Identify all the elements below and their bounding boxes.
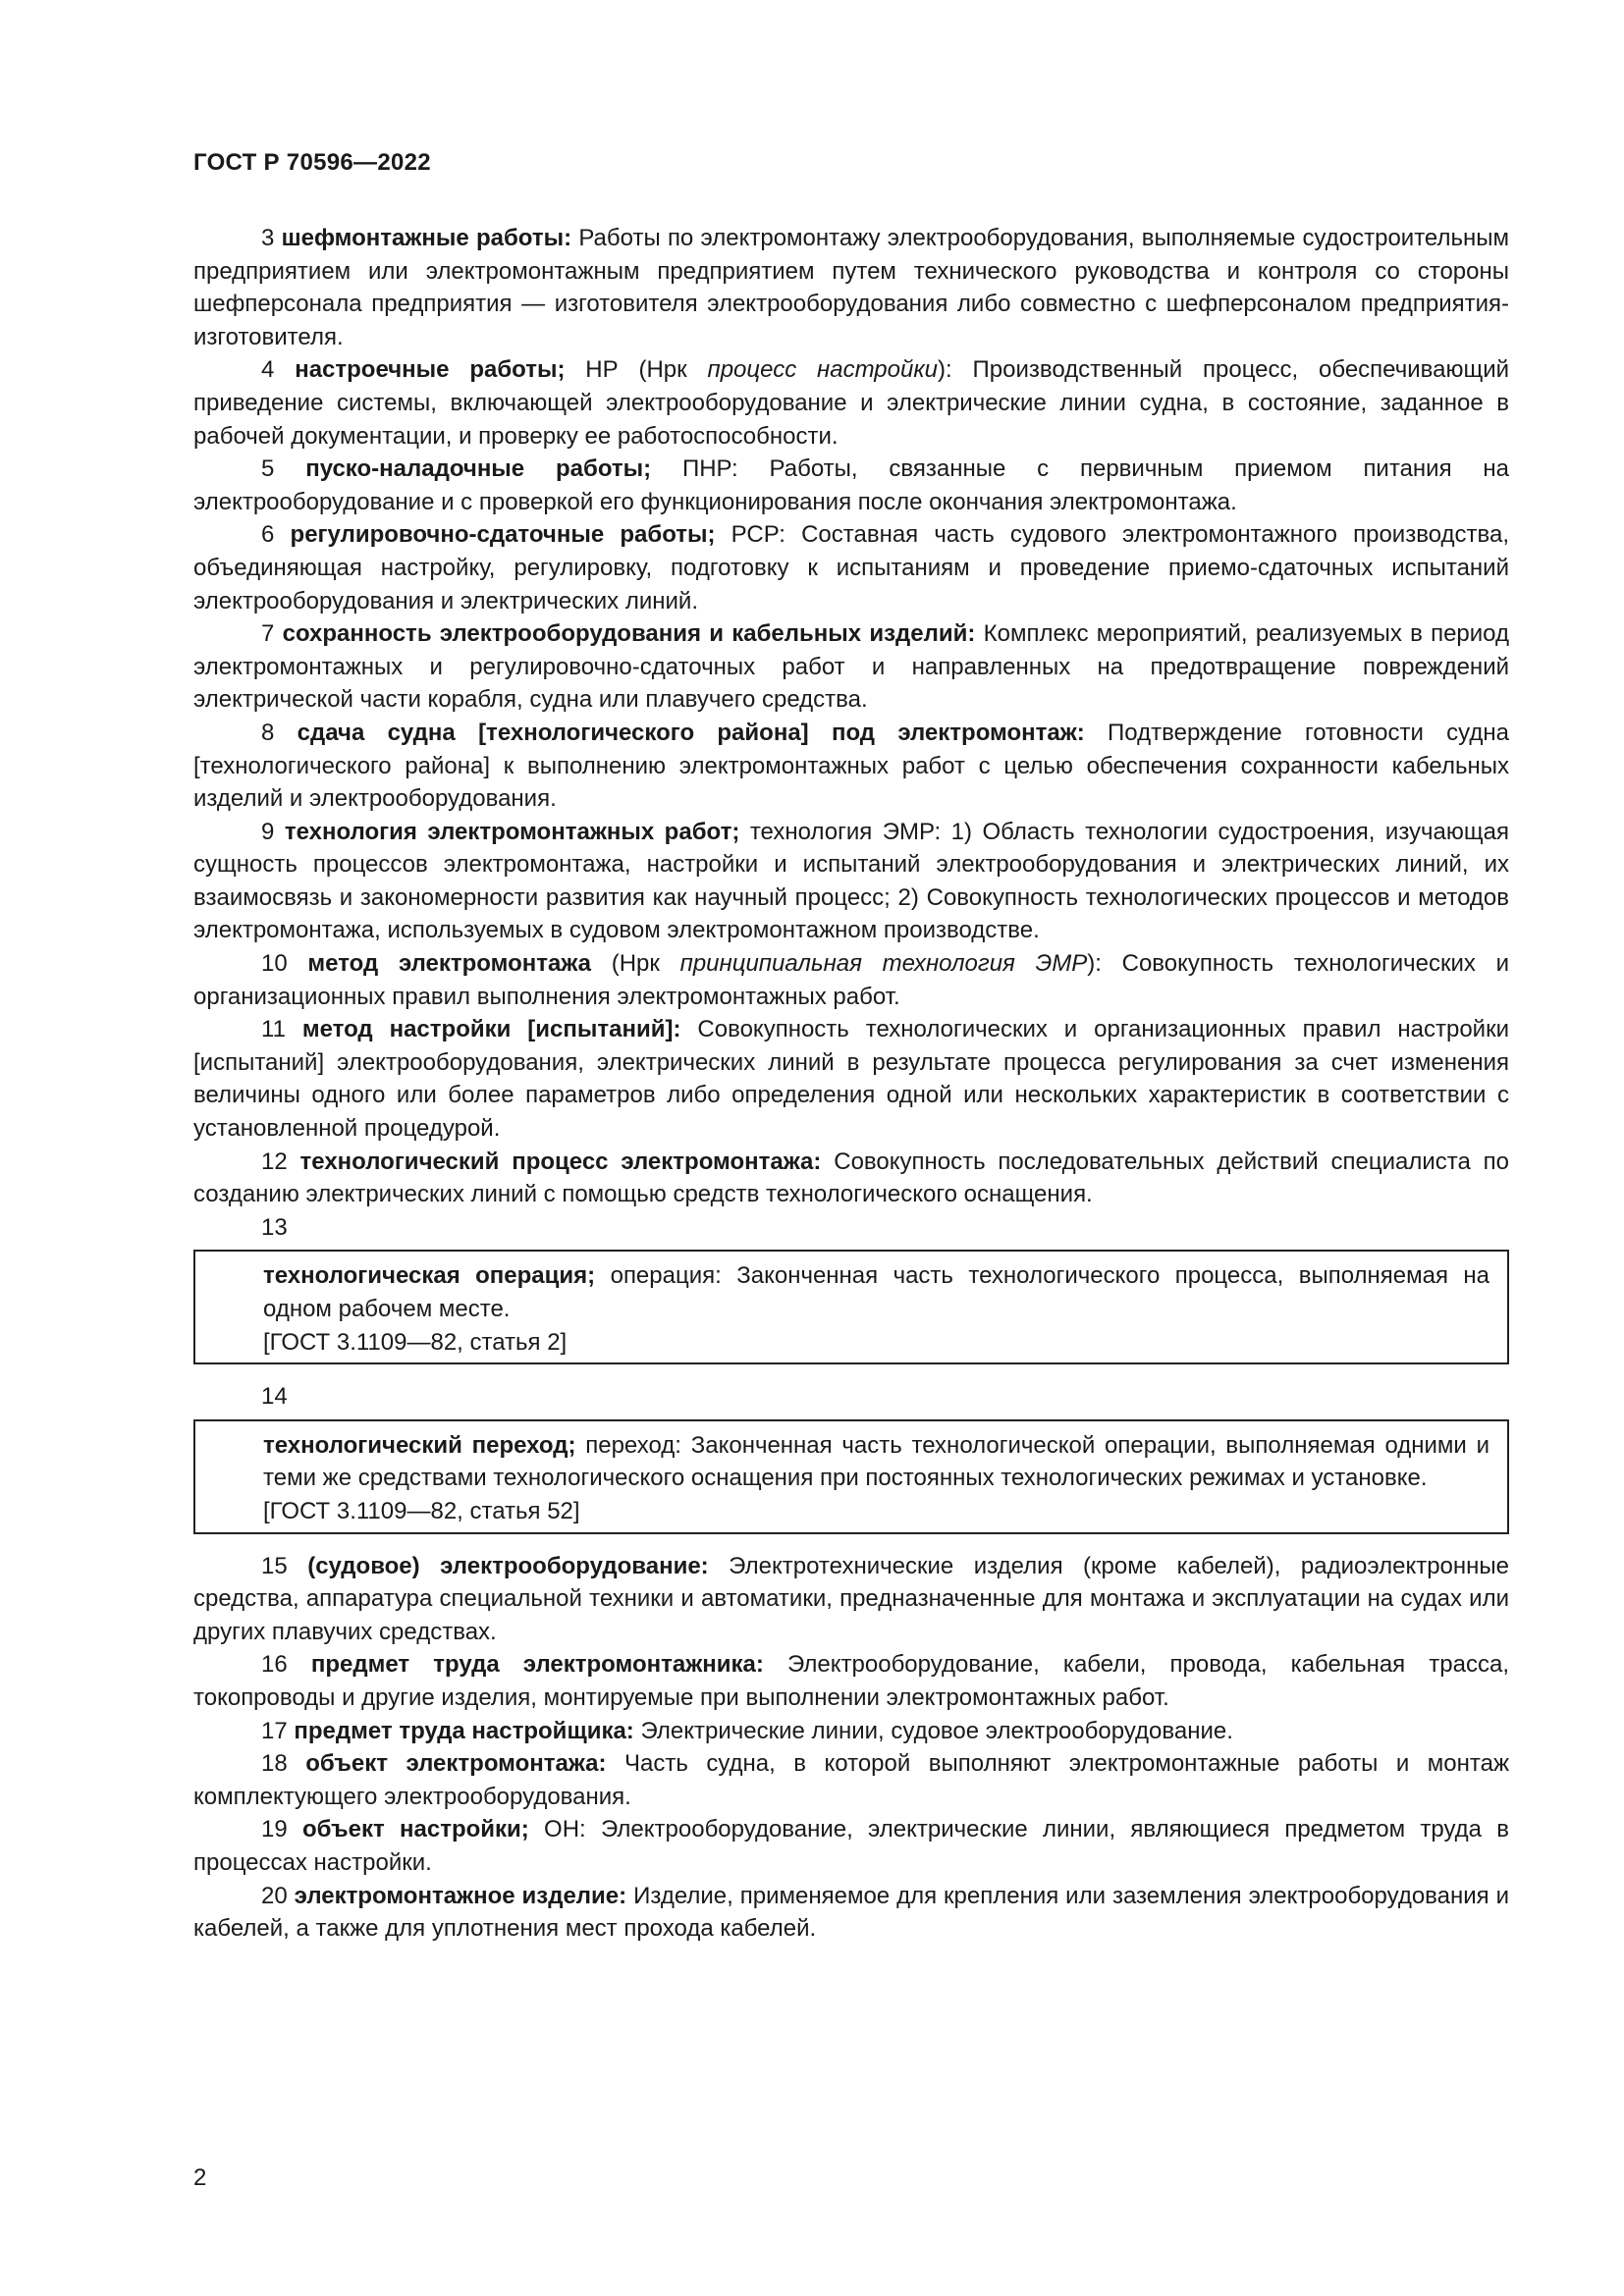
term: метод настройки [испытаний]: — [301, 1016, 681, 1043]
boxed-definition: технологическая операция; операция: Законченная часть технологического процесса, выполняемая на одном рабочем месте. — [263, 1262, 1489, 1322]
document-header: ГОСТ Р 70596—2022 — [193, 149, 431, 176]
term-entry-10: 10 метод электромонтажа (Нрк принципиальная технология ЭМР): Совокупность технологических и организационных правил выполнения электромонтажных работ. — [193, 950, 1509, 1010]
term-entry-16: 16 предмет труда электромонтажника: Электрооборудование, кабели, провода, кабельная трасса, токопроводы и другие изделия, монтируемые при выполнении электромонтажных работ. — [193, 1651, 1510, 1711]
term: метод электромонтажа — [307, 950, 591, 978]
term: технологический процесс электромонтажа: — [299, 1148, 822, 1175]
source-reference: [ГОСТ 3.1109—82, статья 2] — [263, 1328, 568, 1356]
term: предмет труда настройщика: — [294, 1717, 634, 1744]
term-number-14: 14 — [261, 1383, 288, 1411]
term: технология электромонтажных работ; — [284, 818, 740, 845]
term-entry-7: 7 сохранность электрооборудования и кабельных изделий: Комплекс мероприятий, реализуемых в период электромонтажных и регулировочно-сдаточных работ и направленных на предотвращение повреждений электрической части корабля, судна или плавучего средства. — [193, 620, 1509, 714]
term-entry-6: 6 регулировочно-сдаточные работы; РСР: Составная часть судового электромонтажного производства, объединяющая настройку, регулировку, подготовку к испытаниям и проведение приемо-сдаточных испытаний электрооборудования и электрических линий. — [193, 521, 1509, 614]
term-entry-3: 3 шефмонтажные работы: Работы по электромонтажу электрооборудования, выполняемые судостроительным предприятием или электромонтажным предприятием путем технического руководства и контроля со стороны шефперсонала предприятия — изготовителя электрооборудования либо совместно с шефперсоналом предприятия-изготовителя. — [193, 225, 1509, 350]
term-entry-4: 4 настроечные работы; НР (Нрк процесс настройки): Производственный процесс, обеспечивающий приведение системы, включающей электрооборудование и электрические линии судна, в состояние, заданное в рабочей документации, и проверку ее работоспособности. — [193, 356, 1510, 450]
term: пуско-наладочные работы; — [305, 455, 652, 483]
term: сдача судна [технологического района] под электромонтаж: — [297, 719, 1085, 746]
term-entry-15: 15 (судовое) электрооборудование: Электротехнические изделия (кроме кабелей), радиоэлектронные средства, аппаратура специальной техники и автоматики, предназначенные для монтажа и эксплуатации на судах или других плавучих средствах. — [193, 1552, 1510, 1645]
term-entry-19: 19 объект настройки; ОН: Электрооборудование, электрические линии, являющиеся предметом труда в процессах настройки. — [193, 1816, 1509, 1876]
term: технологическая операция; — [263, 1262, 596, 1290]
term: технологический переход; — [263, 1431, 576, 1459]
borrowed-term-box-13 — [193, 1250, 1509, 1364]
term-number-13: 13 — [261, 1213, 288, 1241]
document-body — [193, 222, 1509, 1946]
term-entry-17: 17 предмет труда настройщика: Электрические линии, судовое электрооборудование. — [261, 1717, 1233, 1744]
term-entry-20: 20 электромонтажное изделие: Изделие, применяемое для крепления или заземления электрооборудования и кабелей, а также для уплотнения мест прохода кабелей. — [193, 1882, 1510, 1943]
term: объект электромонтажа: — [305, 1750, 607, 1778]
term-entry-18: 18 объект электромонтажа: Часть судна, в которой выполняют электромонтажные работы и монтаж комплектующего электрооборудования. — [193, 1750, 1509, 1810]
term-entry-11: 11 метод настройки [испытаний]: Совокупность технологических и организационных правил настройки [испытаний] электрооборудования, электрических линий в результате процесса регулирования за счет изменения величины одного или более параметров либо определения одной или нескольких характеристик в соответствии с установленной процедурой. — [193, 1016, 1509, 1143]
term-entry-9: 9 технология электромонтажных работ; технология ЭМР: 1) Область технологии судостроения, изучающая сущность процессов электромонтажа, настройки и испытаний электрооборудования и электрических линий, их взаимосвязь и закономерности развития как научный процесс; 2) Совокупность технологических процессов и методов электромонтажа, используемых в судовом электромонтажном производстве. — [193, 818, 1509, 944]
term: объект настройки; — [301, 1816, 529, 1843]
boxed-definition: технологический переход; переход: Законченная часть технологической операции, выполняемая одними и теми же средствами технологического оснащения при постоянных технологических режимах и установке. — [263, 1431, 1489, 1492]
term: регулировочно-сдаточные работы; — [290, 521, 716, 549]
page-number: 2 — [193, 2164, 207, 2191]
term-entry-12: 12 технологический процесс электромонтажа: Совокупность последовательных действий специалиста по созданию электрических линий с помощью средств технологического оснащения. — [193, 1148, 1510, 1208]
term: шефмонтажные работы: — [281, 225, 572, 251]
term-entry-5: 5 пуско-наладочные работы; ПНР: Работы, связанные с первичным приемом питания на электрооборудование и с проверкой его функционирования после окончания электромонтажа. — [193, 455, 1509, 515]
source-reference: [ГОСТ 3.1109—82, статья 52] — [263, 1497, 580, 1524]
term: настроечные работы; — [295, 356, 566, 384]
term-entry-8: 8 сдача судна [технологического района] под электромонтаж: Подтверждение готовности судна [технологического района] к выполнению электромонтажных работ с целью обеспечения сохранности кабельных изделий и электрооборудования. — [193, 719, 1509, 813]
borrowed-term-box-14 — [193, 1419, 1509, 1534]
term: (судовое) электрооборудование: — [307, 1552, 709, 1579]
term: предмет труда электромонтажника: — [310, 1651, 764, 1679]
term: сохранность электрооборудования и кабельных изделий: — [282, 620, 976, 648]
term: электромонтажное изделие: — [294, 1882, 627, 1909]
